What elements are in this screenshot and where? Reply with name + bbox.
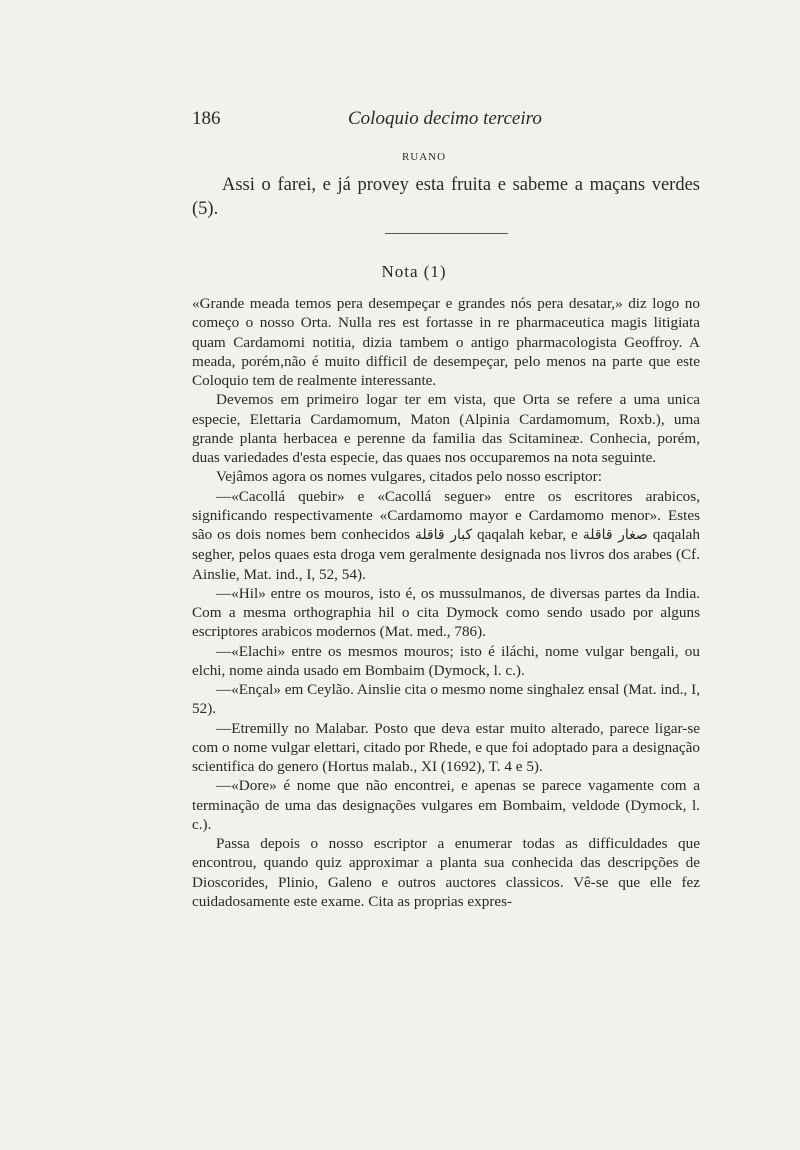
text-run: «Grande meada temos pera desempeçar e grandes nós pera desatar,» diz logo no começo o nosso Orta. xyxy=(192,295,700,332)
note-paragraph xyxy=(192,294,700,390)
note-paragraph xyxy=(192,487,700,584)
note-paragraph xyxy=(192,719,700,777)
italic-text: Nulla res est fortasse in re pharmaceutica magis litigiata quam Cardamomi notitia, xyxy=(192,314,701,351)
note-body xyxy=(192,294,700,911)
note-paragraph xyxy=(192,776,700,834)
note-paragraph xyxy=(192,642,700,681)
text-run: no Malabar. Posto que deva estar muito alterado, parece ligar-se com o nome vulgar xyxy=(192,719,700,756)
text-run: 786). xyxy=(450,623,486,641)
note-paragraph xyxy=(192,584,700,642)
text-run: pelos quaes esta droga vem geralmente designada nos livros dos arabes (Cf. Ainslie, xyxy=(192,546,700,583)
italic-text: Mat. med., xyxy=(384,623,451,641)
arabic-term: كبار قاقلة xyxy=(414,527,473,543)
speech-text: Assi o farei, e já provey esta fruita e sabeme a maçans verdes (5). xyxy=(192,175,700,219)
text-run: Conhecia, porém, duas variedades d'esta especie, das quaes nos occuparemos na nota seguinte. xyxy=(192,429,701,466)
text-run: XI (1692), T. 4 e 5). xyxy=(417,758,543,775)
italic-text: qaqalah kebar, xyxy=(477,526,567,543)
text-run: —«Ençal» em Ceylão. Ainslie cita o mesmo nome singhalez xyxy=(216,681,589,698)
text-run: I, 52). xyxy=(192,681,700,718)
text-run: —«Dore» é nome que não encontrei, e apenas se parece vagamente com a terminação de uma das designações vulgares em Bombaim, xyxy=(192,777,700,814)
text-run: —«Elachi» entre os mesmos mouros; isto é xyxy=(216,642,502,660)
text-run: —«Hil» entre os mouros, isto é, os mussulmanos, de diversas partes da India. Com a mesma orthographia xyxy=(192,584,700,621)
running-title: Coloquio decimo terceiro xyxy=(348,108,542,129)
arabic-term: صغار قاقلة xyxy=(582,527,648,543)
text-run: Devemos em primeiro logar ter em vista, que Orta se refere a uma unica especie, xyxy=(192,391,700,428)
italic-text: Alpinia Cardamomum, xyxy=(464,410,610,428)
italic-text: hil xyxy=(378,604,395,621)
italic-text: Etremilly xyxy=(231,719,289,737)
text-run: I, 52, 54). xyxy=(302,565,366,583)
text-run: nome ainda usado em Bombaim (Dymock, l. c.). xyxy=(225,661,525,679)
italic-text: Coloquio xyxy=(192,372,249,389)
text-run: Maton ( xyxy=(401,410,465,428)
section-divider xyxy=(385,233,508,234)
italic-text: ensal xyxy=(588,681,620,698)
note-paragraph xyxy=(192,390,700,467)
text-run: ( xyxy=(619,681,629,698)
text-run: e xyxy=(566,526,583,543)
text-run: nome vulgar bengali, ou xyxy=(538,642,700,660)
text-run: Vejâmos agora os nomes vulgares, citados pelo nosso escriptor: xyxy=(216,468,602,486)
italic-text: Mat. ind., xyxy=(628,681,688,698)
text-run: tem de realmente interessante. xyxy=(248,372,437,389)
italic-text: veldode xyxy=(571,796,620,814)
note-paragraph xyxy=(192,467,700,486)
italic-text: qaqalah segher, xyxy=(192,526,700,564)
text-run: Passa depois o nosso escriptor a enumerar todas as difficuldades que encontrou, quando quiz approximar a planta sua conhecida das descripções de Dioscorides, Plinio, Galeno e outros auctores classicos. Vê-se que elle fez cuidadosamente este exame. Cita as proprias expres- xyxy=(192,835,700,910)
italic-text: Hortus malab., xyxy=(327,758,418,775)
text-run: citado por Rhede, e que foi adoptado para a designação scientifica do genero ( xyxy=(192,738,700,775)
italic-text: elchi, xyxy=(192,661,226,679)
italic-text: elettari, xyxy=(313,738,360,756)
italic-text: iláchi, xyxy=(501,642,539,660)
italic-text: Elettaria Cardamomum, xyxy=(249,410,402,428)
italic-text: Mat. ind., xyxy=(243,565,303,583)
text-run: dizia tambem o antigo pharmacologista Geoffroy. A meada, porém,não é muito difficil de desempeçar, pelo menos na parte que este xyxy=(192,333,700,370)
note-heading: Nota (1) xyxy=(381,262,447,281)
text-run: — xyxy=(216,719,232,737)
note-paragraph xyxy=(192,680,700,719)
speaker-name: RUANO xyxy=(401,151,447,163)
text-run: Roxb.), uma grande planta herbacea e perenne da familia das xyxy=(192,410,701,447)
page-number: 186 xyxy=(192,108,221,129)
text-run: —«Cacollá quebir» e «Cacollá seguer» entre os escritores arabicos, significando respectivamente «Cardamomo mayor e Cardamomo menor». Estes são os dois nomes bem conhecidos xyxy=(192,487,700,543)
note-paragraph xyxy=(192,834,700,911)
text-run: o cita Dymock como sendo usado por alguns escriptores arabicos modernos ( xyxy=(192,604,700,641)
text-run: (Dymock, l. c.). xyxy=(192,796,700,833)
italic-text: Scitamineæ. xyxy=(508,429,584,447)
